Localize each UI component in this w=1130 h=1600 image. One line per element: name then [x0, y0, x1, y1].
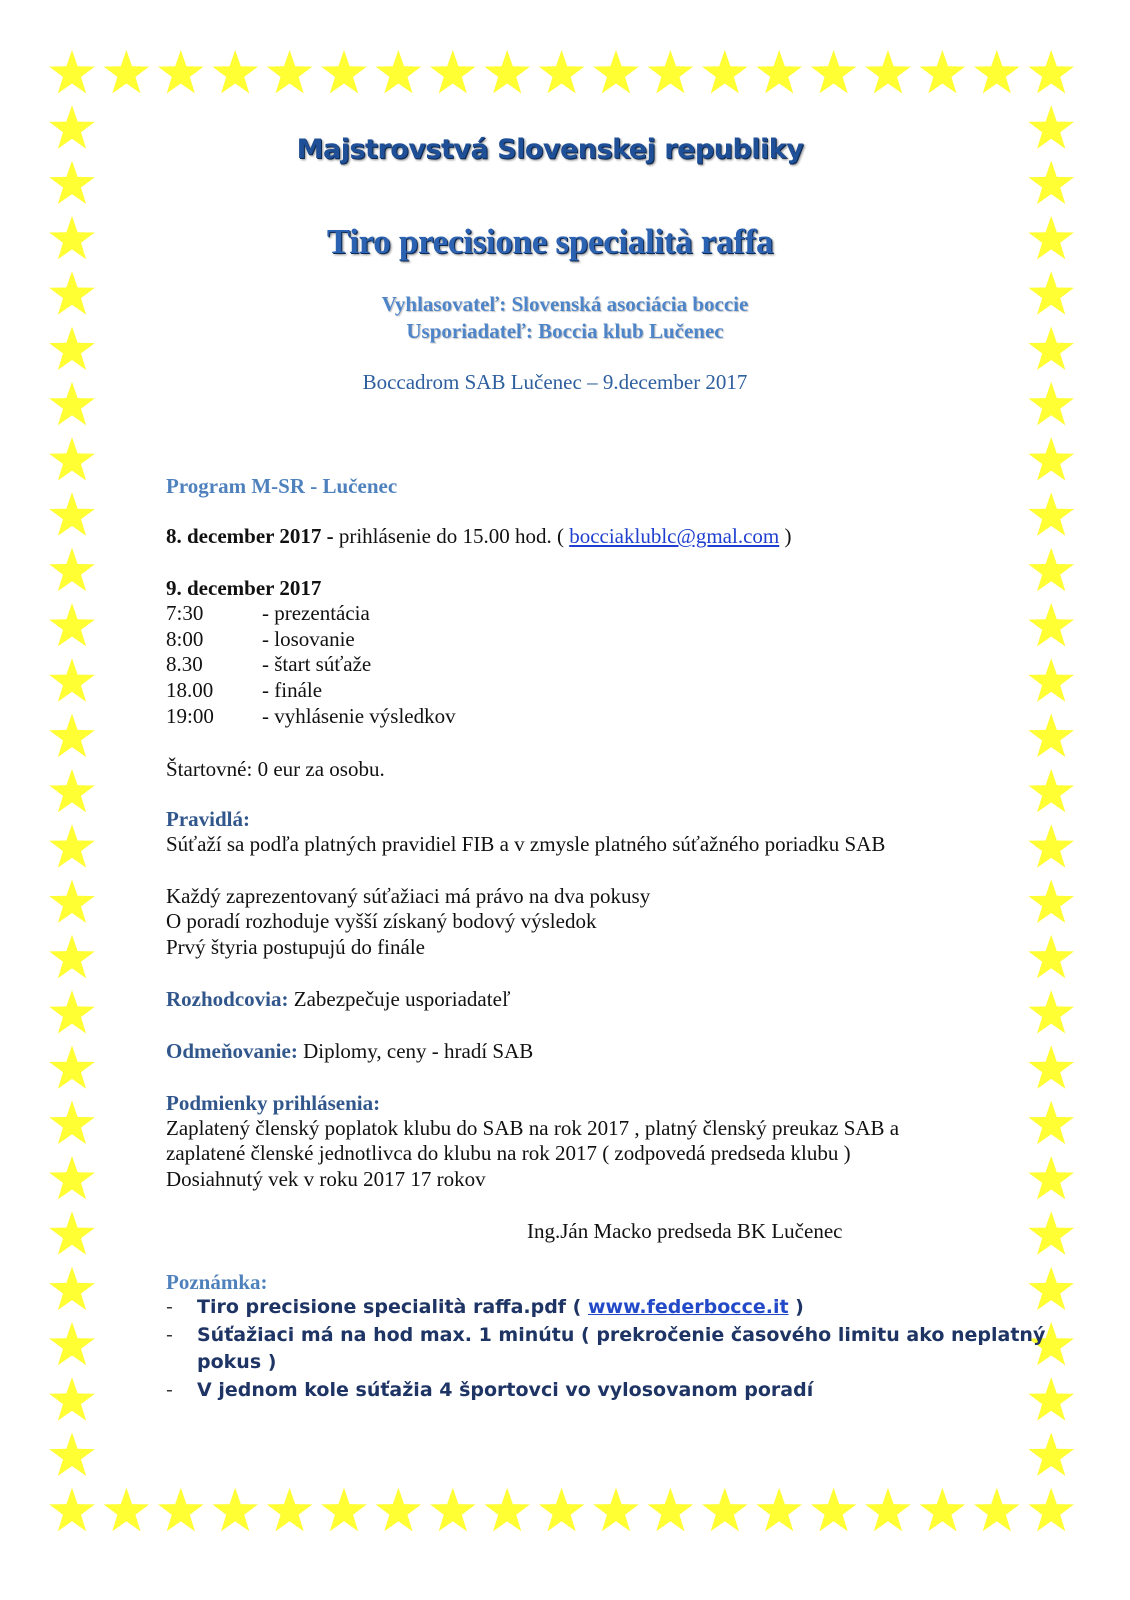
referees-line — [166, 987, 510, 1012]
conditions-heading: Podmienky prihlásenia: — [166, 1091, 381, 1115]
awards-text: Diplomy, ceny - hradí SAB — [297, 1039, 534, 1063]
schedule-time: 8.30 — [166, 652, 203, 676]
federbocce-link[interactable]: www.federbocce.it — [587, 1296, 789, 1318]
registration-close: ) — [779, 524, 792, 548]
note-dash: - — [166, 1296, 173, 1318]
venue-date: Boccadrom SAB Lučenec – 9.december 2017 — [362, 370, 748, 394]
note-pdf-text: Tiro precisione specialità raffa.pdf ( — [197, 1296, 588, 1318]
note-close: ) — [788, 1296, 804, 1318]
day-label: 9. december 2017 — [166, 576, 322, 600]
registration-email-link[interactable]: bocciaklublc@gmal.com — [569, 524, 780, 548]
note-text: Súťažiaci má na hod max. 1 minútu ( prekročenie časového limitu ako neplatný — [197, 1324, 1046, 1346]
rules-line: Súťaží sa podľa platných pravidiel FIB a v zmysle platného súťažného poriadku SAB — [166, 832, 886, 856]
schedule-activity: - prezentácia — [262, 601, 370, 625]
notes-heading: Poznámka: — [166, 1270, 268, 1294]
note-text: V jednom kole súťažia 4 športovci vo vylosovanom poradí — [197, 1379, 814, 1401]
awards-line — [166, 1039, 533, 1064]
rules-heading: Pravidlá: — [166, 807, 250, 831]
referees-label: Rozhodcovia: — [166, 987, 289, 1011]
entry-fee: Štartovné: 0 eur za osobu. — [166, 757, 385, 781]
note-continuation: pokus ) — [197, 1351, 277, 1373]
registration-date: 8. december 2017 - — [166, 524, 334, 548]
conditions-line: zaplatené členské jednotlivca do klubu na rok 2017 ( zodpovedá predseda klubu ) — [166, 1141, 851, 1165]
schedule-time: 8:00 — [166, 627, 204, 651]
schedule-time: 19:00 — [166, 704, 214, 728]
referees-text: Zabezpečuje usporiadateľ — [288, 987, 511, 1011]
schedule-row — [166, 704, 456, 729]
note-dash: - — [166, 1324, 173, 1346]
conditions-line: Zaplatený členský poplatok klubu do SAB na rok 2017 , platný členský preukaz SAB a — [166, 1116, 900, 1140]
signature: Ing.Ján Macko predseda BK Lučenec — [527, 1219, 843, 1243]
schedule-time: 18.00 — [166, 678, 214, 702]
schedule-activity: - štart súťaže — [262, 652, 372, 676]
schedule-row — [166, 601, 370, 626]
schedule-time: 7:30 — [166, 601, 204, 625]
awards-label: Odmeňovanie: — [166, 1039, 298, 1063]
note-text — [197, 1296, 804, 1318]
schedule-row — [166, 627, 355, 652]
schedule-row — [166, 652, 372, 677]
registration-text: prihlásenie do 15.00 hod. ( — [333, 524, 570, 548]
competition-title: Tiro precisione specialità raffa — [326, 222, 774, 261]
conditions-line: Dosiahnutý vek v roku 2017 17 rokov — [166, 1167, 486, 1191]
schedule-activity: - vyhlásenie výsledkov — [262, 704, 456, 728]
page-title: Majstrovstvá Slovenskej republiky — [296, 134, 804, 165]
rules-line: O poradí rozhoduje vyšší získaný bodový výsledok — [166, 909, 597, 933]
program-heading: Program M-SR - Lučenec — [166, 474, 398, 498]
organizer: Usporiadateľ: Boccia klub Lučenec — [406, 319, 724, 343]
schedule-row — [166, 678, 323, 703]
registration-line — [166, 524, 791, 549]
schedule-activity: - finále — [262, 678, 323, 702]
announcer: Vyhlasovateľ: Slovenská asociácia boccie — [381, 292, 749, 316]
rules-line: Prvý štyria postupujú do finále — [166, 935, 425, 959]
rules-line: Každý zaprezentovaný súťažiaci má právo na dva pokusy — [166, 884, 651, 908]
schedule-activity: - losovanie — [262, 627, 355, 651]
note-dash: - — [166, 1379, 173, 1401]
